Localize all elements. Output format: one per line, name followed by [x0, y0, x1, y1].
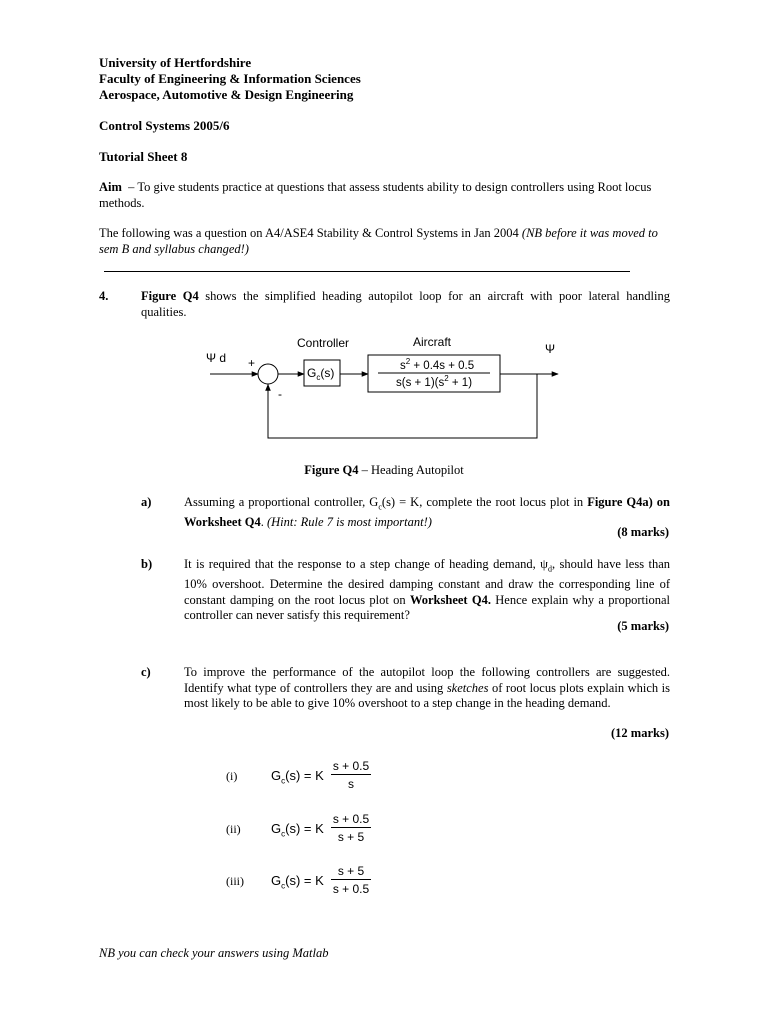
option-label: (ii)	[226, 822, 241, 836]
part-a-label: a)	[141, 495, 152, 509]
equation-fraction	[331, 811, 371, 844]
summing-junction	[258, 364, 278, 384]
part-c-label: c)	[141, 665, 151, 679]
equation-fraction	[331, 863, 371, 896]
figure-caption	[0, 463, 768, 479]
option-label: (iii)	[226, 874, 244, 888]
part-a-marks: (8 marks)	[617, 525, 669, 539]
plant-denominator: $s(s + 1)(s^2 + 1)$	[396, 374, 473, 389]
part-c-text: To improve the performance of the autopilot loop the following controllers are suggested. Identify what type of controllers they are and using sketches of root locus plots explain which is most likely to be able to give 10% overshoot to a step change in the heading demand.	[184, 665, 670, 710]
note-text: The following was a question on A4/ASE4 Stability & Control Systems in Jan 2004	[99, 226, 522, 240]
question-intro-text: shows the simplified heading autopilot loop for an aircraft with poor lateral handling qualities.	[141, 289, 670, 319]
numerator: s + 0.5	[332, 812, 370, 826]
caption-label: Figure Q4	[304, 463, 359, 477]
university-name: University of Hertfordshire	[99, 55, 252, 70]
part-c-marks: (12 marks)	[611, 726, 669, 740]
numerator: s + 0.5	[332, 759, 370, 773]
part-a-text: Assuming a proportional controller, $G_c(s) = K$, complete the root locus plot in Figure Q4a) on Worksheet Q4. (Hint: Rule 7 is most important!)	[184, 495, 670, 529]
note-italic: (NB before it was moved to sem B and syllabus changed!)	[99, 226, 658, 256]
aim-paragraph	[99, 180, 669, 211]
aim-text: – To give students practice at questions that assess students ability to design controllers using Root locus methods.	[99, 180, 652, 210]
equation-lhs: $G_c(s) = K$	[271, 873, 324, 891]
caption-text: – Heading Autopilot	[358, 463, 464, 477]
block-diagram	[200, 330, 570, 445]
department-name: Aerospace, Automotive & Design Engineering	[99, 87, 354, 102]
note-paragraph	[99, 226, 669, 257]
equation-lhs: $G_c(s) = K$	[271, 821, 324, 839]
plant-title: Aircraft	[413, 335, 452, 349]
part-b-label: b)	[141, 557, 153, 571]
aim-label: Aim	[99, 180, 122, 194]
plus-sign: +	[248, 356, 256, 370]
part-b-marks: (5 marks)	[617, 619, 669, 633]
minus-sign: -	[278, 387, 282, 401]
denominator: s + 0.5	[332, 882, 370, 896]
controller-title: Controller	[297, 336, 350, 350]
output-label: Ψ	[545, 342, 556, 356]
horizontal-rule	[104, 271, 630, 272]
figure-ref: Figure Q4	[141, 289, 199, 303]
option-label: (i)	[226, 769, 238, 783]
denominator: s	[348, 777, 354, 791]
input-label: Ψ d	[206, 351, 227, 365]
sheet-title: Tutorial Sheet 8	[99, 149, 188, 164]
part-b-text: It is required that the response to a step change of heading demand, $\psi_d$, should have less than 10% overshoot. Determine the desired damping constant and draw the corresponding line of constant damping on the root locus plot on Worksheet Q4. Hence explain why a proportional controller can never satisfy this requirement?	[184, 557, 671, 622]
faculty-name: Faculty of Engineering & Information Sciences	[99, 71, 361, 86]
question-number: 4.	[99, 289, 109, 303]
plant-numerator: $s^2 + 0.4s + 0.5$	[400, 357, 475, 372]
course-title: Control Systems 2005/6	[99, 118, 230, 133]
denominator: s + 5	[337, 830, 365, 844]
numerator: s + 5	[331, 863, 371, 880]
equation-lhs: $G_c(s) = K$	[271, 768, 324, 786]
equation-fraction	[331, 758, 371, 791]
controller-block-label: $G_c(s)$	[307, 366, 335, 382]
footer-note: NB you can check your answers using Matlab	[99, 946, 329, 960]
question-intro	[141, 289, 670, 320]
